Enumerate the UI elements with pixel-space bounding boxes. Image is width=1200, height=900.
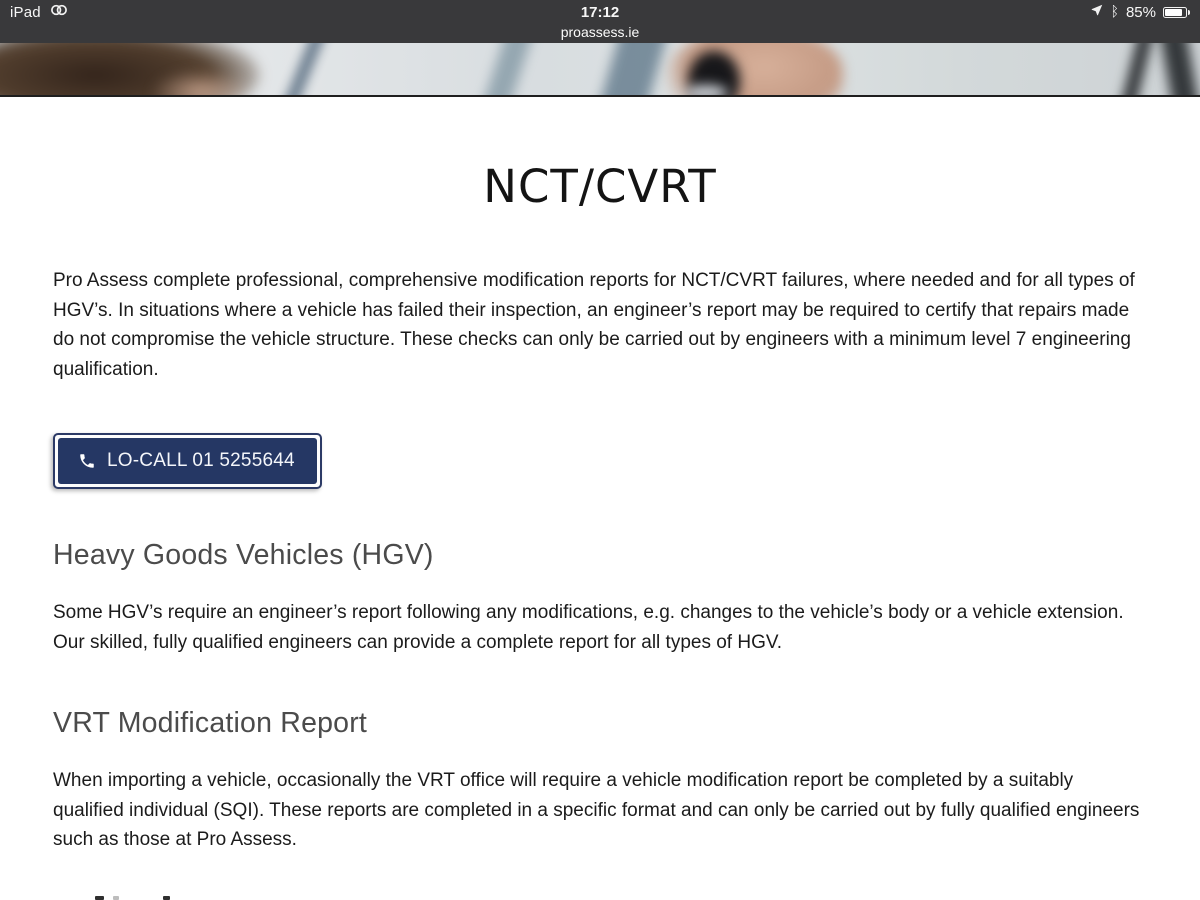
hero-photo xyxy=(0,43,1200,97)
section-heading-hgv: Heavy Goods Vehicles (HGV) xyxy=(53,539,434,571)
device-label: iPad xyxy=(10,3,41,21)
cutoff-next-heading-letter-tops xyxy=(53,896,353,900)
battery-percent-label: 85% xyxy=(1125,3,1156,21)
lo-call-button[interactable] xyxy=(53,433,322,489)
lo-call-button-label: LO-CALL 01 5255644 xyxy=(107,450,295,471)
status-bar xyxy=(0,0,1200,43)
address-bar[interactable] xyxy=(0,24,1200,43)
page-title: NCT/CVRT xyxy=(483,160,717,213)
phone-icon xyxy=(78,452,96,470)
photo-key-fob-ring xyxy=(684,85,728,97)
address-url[interactable]: proassess.ie xyxy=(560,24,640,40)
status-bar-top-row xyxy=(0,0,1200,24)
intro-paragraph: Pro Assess complete professional, comprehensive modification reports for NCT/CVRT failures, where needed and for all types of HGV’s. In situations where a vehicle has failed their inspection, an engineer’s report may be required to certify that repairs made do not compromise the vehicle structure. These checks can only be carried out by engineers with a minimum level 7 engineering qualification. xyxy=(53,270,1135,380)
photo-door-frame xyxy=(1115,43,1155,97)
photo-diagonal-line xyxy=(274,43,328,97)
bluetooth-icon: ᛒ xyxy=(1110,4,1119,20)
page-content xyxy=(0,160,1200,855)
photo-door-frame xyxy=(1159,43,1200,97)
section-heading-vrt: VRT Modification Report xyxy=(53,707,368,739)
section-body-hgv: Some HGV’s require an engineer’s report following any modifications, e.g. changes to the vehicle’s body or a vehicle extension. Our skilled, fully qualified engineers can provide a complete report for all types of HGV. xyxy=(53,602,1124,653)
photo-blue-streak xyxy=(476,43,535,97)
clock: 17:12 xyxy=(580,4,620,21)
photo-blue-streak xyxy=(592,43,669,97)
section-body-vrt: When importing a vehicle, occasionally the VRT office will require a vehicle modification report be completed by a suitably qualified individual (SQI). These reports are completed in a specific format and can only be carried out by fully qualified engineers such as those at Pro Assess. xyxy=(53,770,1140,850)
